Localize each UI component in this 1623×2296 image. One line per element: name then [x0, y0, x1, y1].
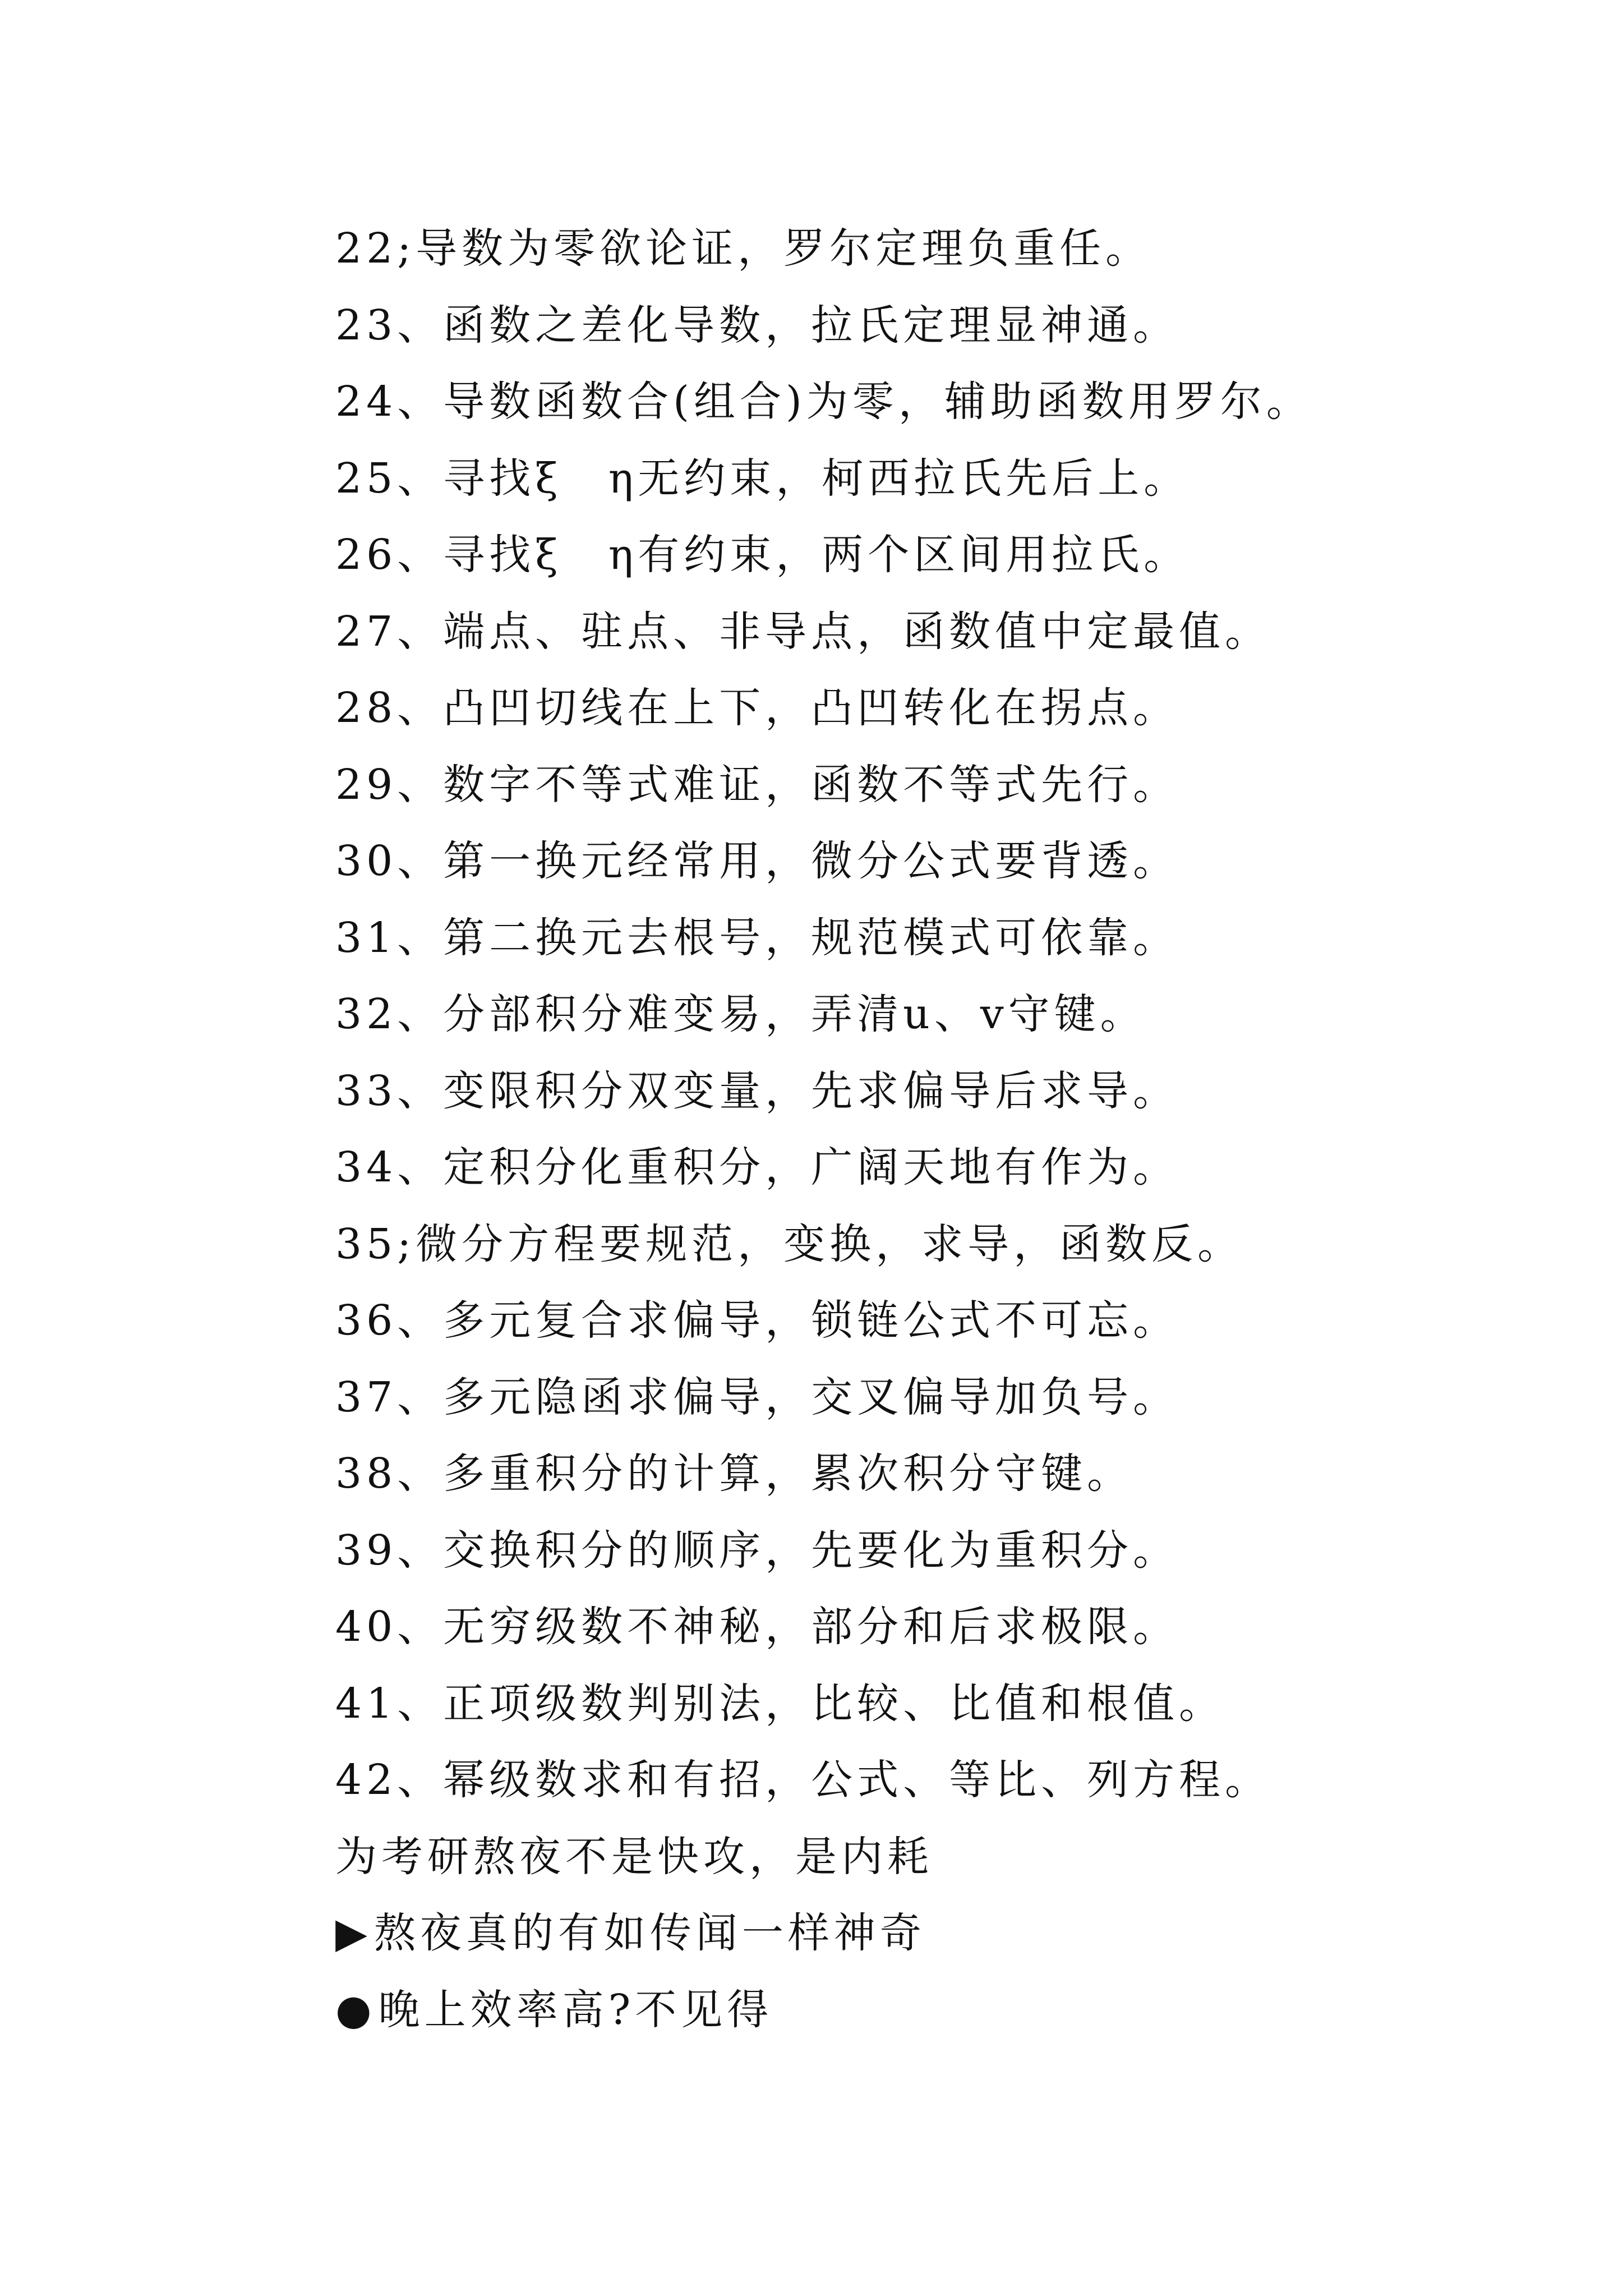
text-line: 25、寻找ξ η无约束，柯西拉氏先后上。	[335, 454, 1190, 503]
bullet-item-text: 熬夜真的有如传闻一样神奇	[374, 1909, 926, 1957]
text-line: 30、第一换元经常用，微分公式要背透。	[335, 837, 1179, 885]
text-line: 35;微分方程要规范，变换，求导，函数反。	[335, 1220, 1244, 1268]
text-line: 41、正项级数判别法，比较、比值和根值。	[335, 1679, 1225, 1728]
text-line: 38、多重积分的计算，累次积分守键。	[335, 1450, 1133, 1498]
text-line: 27、端点、驻点、非导点，函数值中定最值。	[335, 607, 1271, 656]
text-line: 42、幂级数求和有招，公式、等比、列方程。	[335, 1756, 1271, 1804]
text-line: 23、函数之差化导数，拉氏定理显神通。	[335, 301, 1179, 349]
text-line: 33、变限积分双变量，先求偏导后求导。	[335, 1066, 1179, 1115]
bullet-item	[335, 1972, 1457, 2049]
document-body	[335, 210, 1457, 2048]
text-line: 40、无穷级数不神秘，部分和后求极限。	[335, 1603, 1179, 1651]
text-line: 34、定积分化重积分，广阔天地有作为。	[335, 1143, 1179, 1191]
text-line: 36、多元复合求偏导，锁链公式不可忘。	[335, 1296, 1179, 1345]
bullet-item	[335, 1895, 1457, 1972]
text-line: 24、导数函数合(组合)为零，辅助函数用罗尔。	[335, 378, 1312, 426]
text-line: 28、凸凹切线在上下，凸凹转化在拐点。	[335, 684, 1179, 732]
text-line: 32、分部积分难变易，弄清u、v守键。	[335, 990, 1146, 1038]
text-line: 39、交换积分的顺序，先要化为重积分。	[335, 1526, 1179, 1575]
bullet-item-text: 晚上效率高?不见得	[378, 1985, 773, 2034]
circle-bullet-icon: ●	[335, 1985, 376, 2034]
text-line: 26、寻找ξ η有约束，两个区间用拉氏。	[335, 531, 1190, 579]
text-line: 31、第二换元去根号，规范模式可依靠。	[335, 913, 1179, 962]
text-line: 37、多元隐函求偏导，交叉偏导加负号。	[335, 1373, 1179, 1421]
triangle-bullet-icon: ▶	[335, 1909, 372, 1957]
text-line: 29、数字不等式难证，函数不等式先行。	[335, 760, 1179, 809]
section-heading: 为考研熬夜不是快攻，是内耗	[335, 1832, 933, 1881]
text-line: 22;导数为零欲论证，罗尔定理负重任。	[335, 224, 1152, 273]
